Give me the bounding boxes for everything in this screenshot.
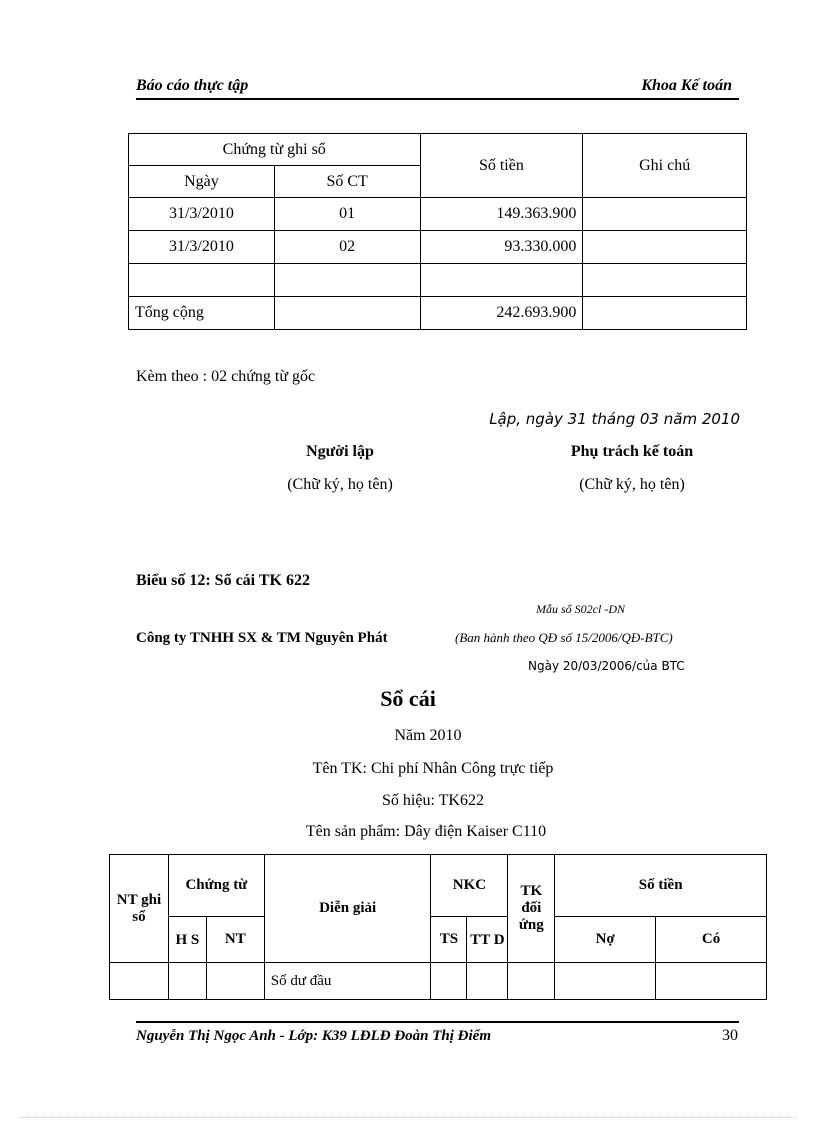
row-amount: 93.330.000 — [420, 231, 583, 264]
amount-header: Số tiền — [555, 855, 767, 917]
debit-header: Nợ — [555, 917, 656, 963]
ledger-title: Sổ cái — [380, 686, 436, 711]
voucher-date-header: NT — [206, 917, 264, 963]
row-number — [274, 264, 420, 297]
row-note — [583, 198, 747, 231]
number-header: Số CT — [274, 166, 420, 198]
row-date: 31/3/2010 — [129, 198, 275, 231]
credit-header: Có — [656, 917, 767, 963]
total-row — [129, 297, 747, 330]
table-row — [129, 264, 747, 297]
page-edge — [20, 1117, 796, 1118]
ts-header: TS — [431, 917, 467, 963]
voucher-table — [128, 133, 747, 330]
nt-header: NT ghi sổ — [110, 855, 169, 963]
account-code: Số hiệu: TK622 — [382, 792, 484, 809]
note-header: Ghi chú — [583, 134, 747, 198]
opening-balance-label: Số dư đầu — [264, 963, 431, 1000]
nkc-header: NKC — [431, 855, 508, 917]
voucher-group-header: Chứng từ ghi sổ — [129, 134, 421, 166]
attachment-line: Kèm theo : 02 chứng từ gốc — [136, 368, 316, 385]
product-name: Tên sản phẩm: Dây điện Kaiser C110 — [305, 823, 547, 840]
header-right: Khoa Kế toán — [641, 77, 732, 94]
total-amount: 242.693.900 — [420, 297, 583, 330]
company-name: Công ty TNHH SX & TM Nguyên Phát — [136, 630, 388, 646]
row-amount — [420, 264, 583, 297]
footer-rule — [136, 1021, 739, 1023]
account-name: Tên TK: Chi phí Nhân Công trực tiếp — [312, 760, 554, 777]
total-label: Tổng cộng — [129, 297, 275, 330]
row-note — [583, 231, 747, 264]
ledger-year: Năm 2010 — [394, 727, 462, 744]
amount-header: Số tiền — [420, 134, 583, 198]
accountant-note: (Chữ ký, họ tên) — [579, 476, 685, 493]
row-number: 01 — [274, 198, 420, 231]
table-row — [129, 198, 747, 231]
regulation: (Ban hành theo QĐ số 15/2006/QĐ-BTC) — [455, 630, 673, 645]
table-row — [110, 963, 767, 1000]
hs-header: H S — [168, 917, 206, 963]
date-header: Ngày — [129, 166, 275, 198]
header-rule — [136, 98, 739, 100]
page-number: 30 — [722, 1027, 738, 1044]
form-code: Mẫu số S02cl -DN — [536, 602, 625, 616]
row-amount: 149.363.900 — [420, 198, 583, 231]
table-row — [129, 231, 747, 264]
ttd-header: TT D — [467, 917, 508, 963]
date-line: Lập, ngày 31 tháng 03 năm 2010 — [489, 410, 740, 428]
row-note — [583, 264, 747, 297]
preparer-title: Người lập — [306, 443, 374, 460]
footer-author: Nguyễn Thị Ngọc Anh - Lớp: K39 LĐLĐ Đoàn Thị Điểm — [136, 1028, 491, 1044]
preparer-note: (Chữ ký, họ tên) — [287, 476, 393, 493]
tk-header: TK đối ứng — [508, 855, 555, 963]
row-date: 31/3/2010 — [129, 231, 275, 264]
row-number: 02 — [274, 231, 420, 264]
header-left: Báo cáo thực tập — [136, 77, 249, 94]
accountant-title: Phụ trách kế toán — [570, 443, 694, 460]
regulation-date: Ngày 20/03/2006/của BTC — [528, 659, 685, 673]
figure-title: Biểu số 12: Sổ cái TK 622 — [136, 572, 310, 589]
ledger-table — [109, 854, 767, 1000]
voucher-header: Chứng từ — [168, 855, 264, 917]
row-date — [129, 264, 275, 297]
description-header: Diễn giải — [264, 855, 431, 963]
